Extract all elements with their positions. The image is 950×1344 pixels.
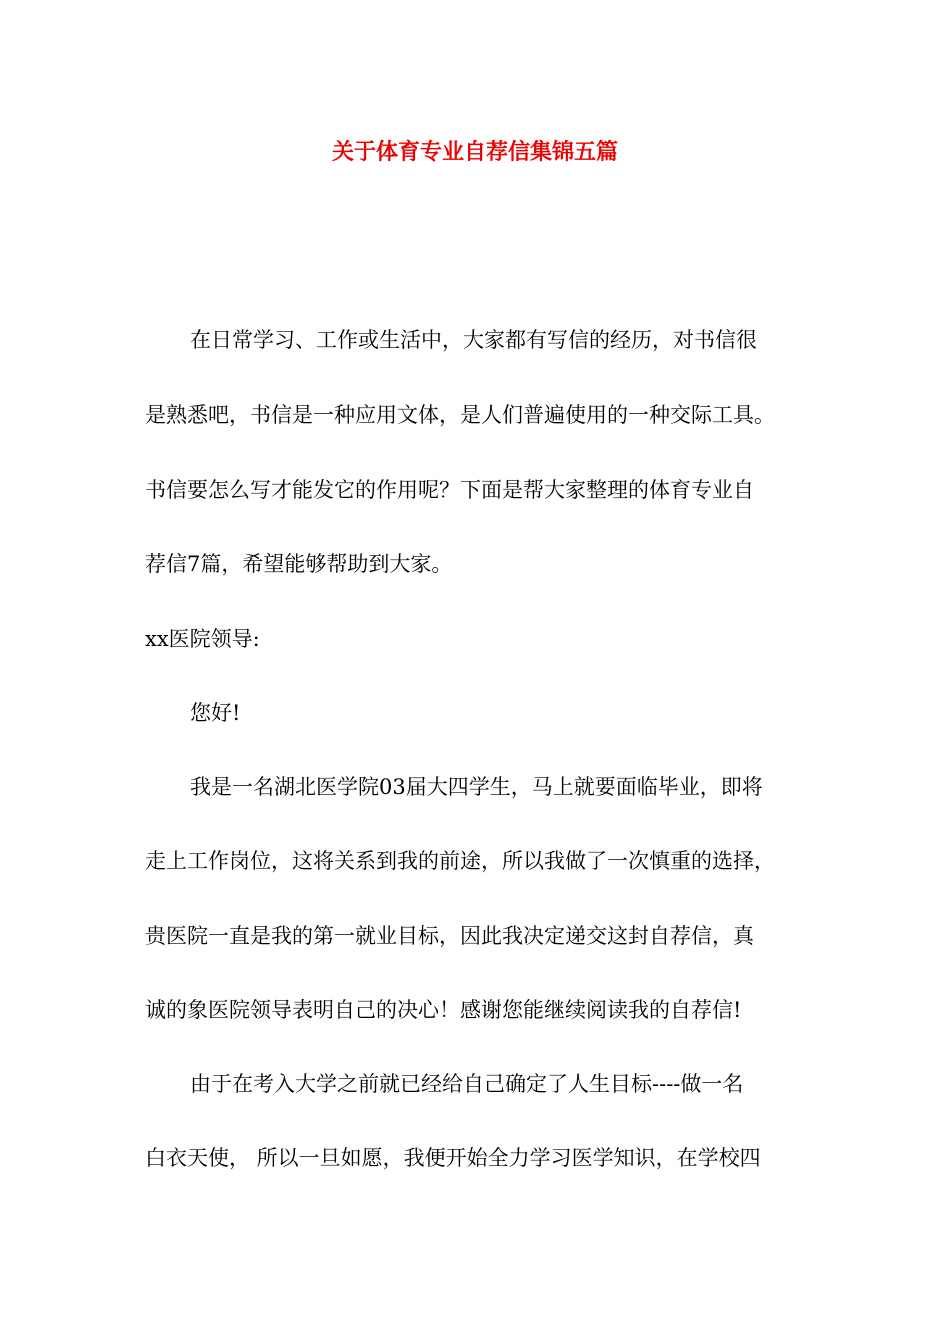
paragraph-line: 由于在考入大学之前就已经给自己确定了人生目标----做一名 [190, 1072, 744, 1096]
paragraph-line: 荐信7篇，希望能够帮助到大家。 [145, 552, 453, 576]
greeting-line: 您好! [190, 701, 241, 725]
paragraph-line: 贵医院一直是我的第一就业目标，因此我决定递交这封自荐信，真 [145, 924, 754, 948]
salutation-line: xx医院领导: [145, 627, 260, 651]
paragraph-line: 白衣天使， 所以一旦如愿，我便开始全力学习医学知识，在学校四 [145, 1146, 761, 1170]
document-title: 关于体育专业自荐信集锦五篇 [331, 140, 618, 165]
paragraph-line: 在日常学习、工作或生活中，大家都有写信的经历，对书信很 [190, 328, 757, 352]
paragraph-line: 是熟悉吧，书信是一种应用文体，是人们普遍使用的一种交际工具。 [145, 403, 775, 427]
paragraph-line: 书信要怎么写才能发它的作用呢？下面是帮大家整理的体育专业自 [145, 478, 754, 502]
paragraph-line: 诚的象医院领导表明自己的决心！感谢您能继续阅读我的自荐信! [145, 998, 742, 1022]
paragraph-line: 走上工作岗位，这将关系到我的前途，所以我做了一次慎重的选择， [145, 849, 775, 873]
paragraph-line: 我是一名湖北医学院03届大四学生，马上就要面临毕业，即将 [190, 775, 763, 799]
